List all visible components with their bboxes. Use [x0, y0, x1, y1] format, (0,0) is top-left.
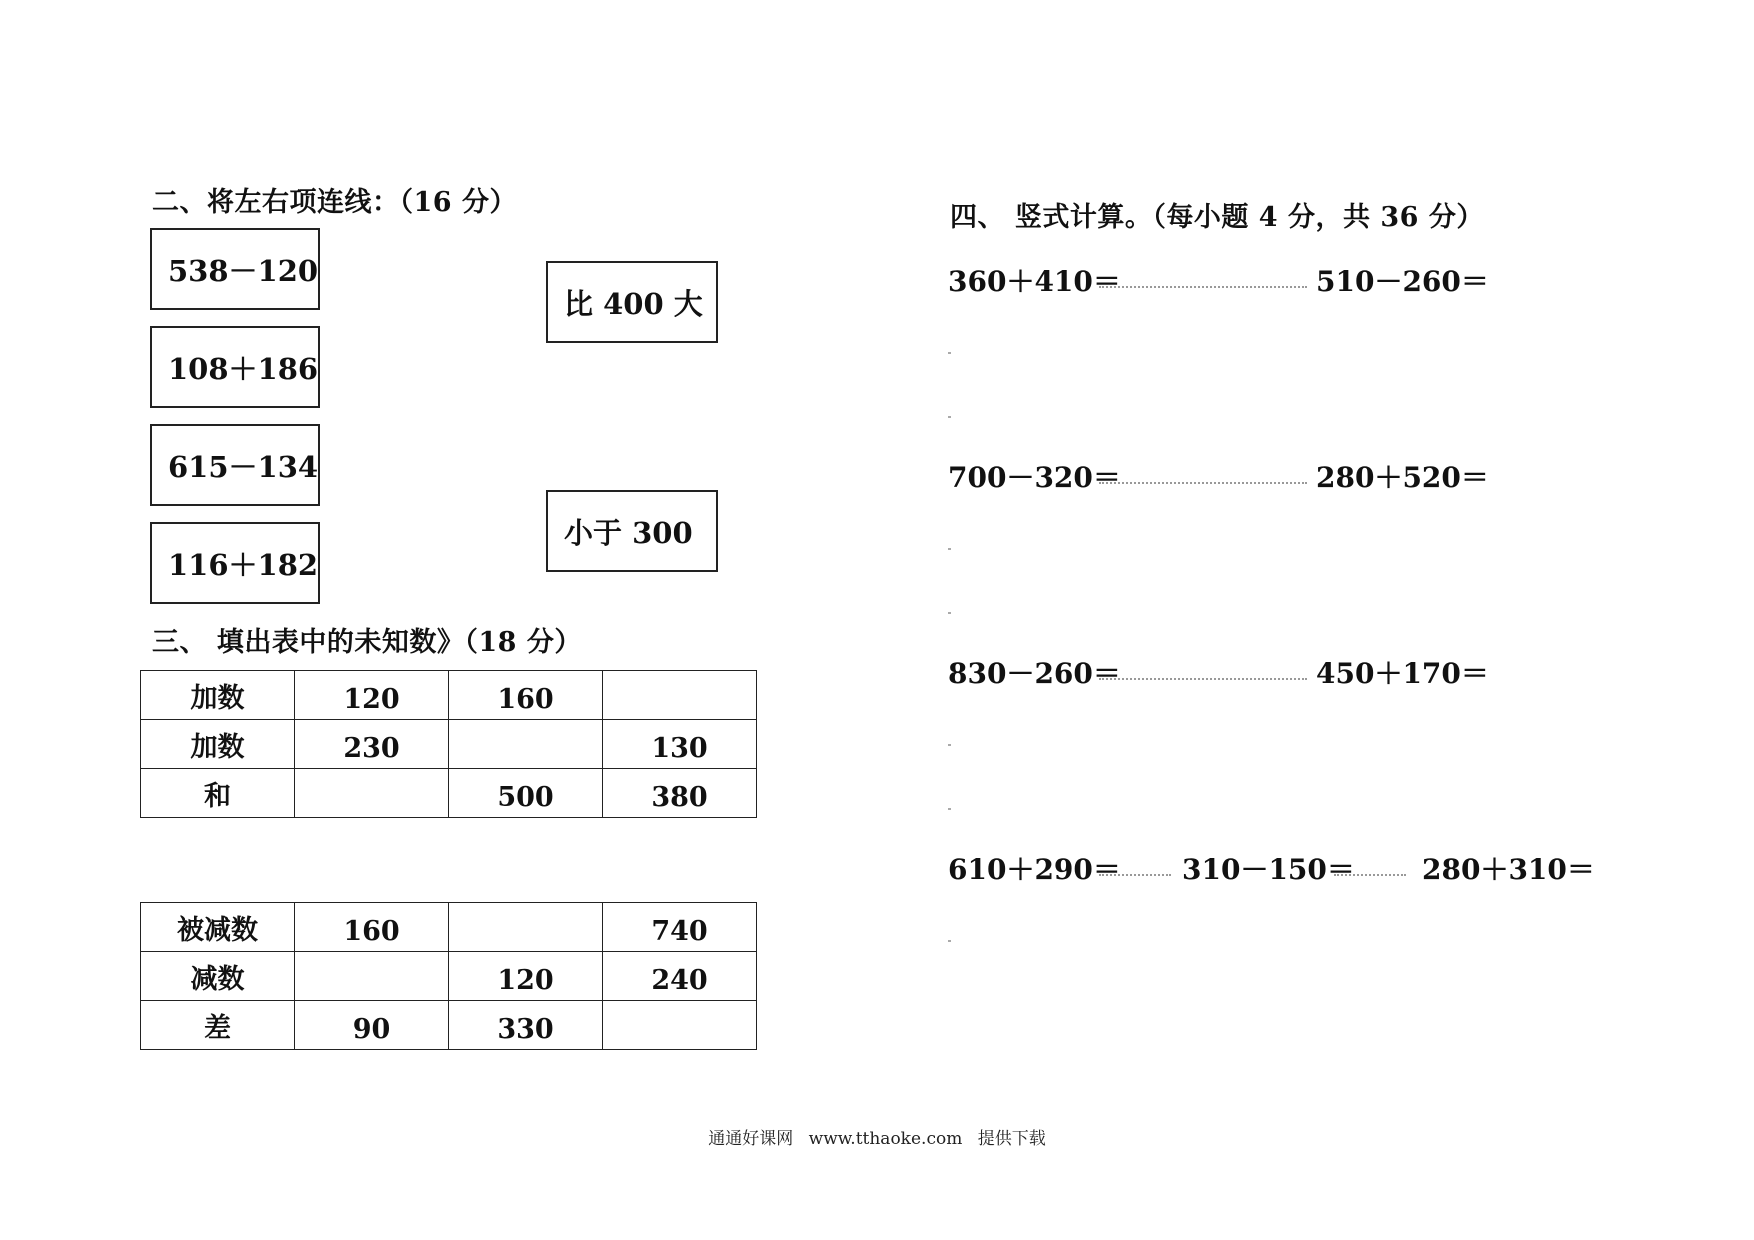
table-cell[interactable]: 330 [449, 1001, 603, 1050]
section2-heading: 二、将左右项连线：（16 分） [152, 187, 517, 218]
table-cell[interactable]: 120 [295, 671, 449, 720]
calc-problem: 280＋520＝ [1316, 461, 1489, 494]
scan-mark [948, 612, 951, 614]
table-row [141, 769, 757, 818]
table-row [141, 1001, 757, 1050]
calc-problem: 700－320＝ [948, 461, 1121, 494]
table-cell[interactable] [603, 1001, 757, 1050]
row-label: 和 [141, 769, 295, 818]
calc-problem: 510－260＝ [1316, 265, 1489, 298]
table-row [141, 903, 757, 952]
row-label: 加数 [141, 671, 295, 720]
table-cell[interactable] [295, 769, 449, 818]
dotted-line [1099, 482, 1307, 484]
row-label: 减数 [141, 952, 295, 1001]
table-cell[interactable]: 380 [603, 769, 757, 818]
table-cell[interactable]: 120 [449, 952, 603, 1001]
footer-note: 提供下载 [977, 1129, 1046, 1149]
left-match-item[interactable]: 615－134 [150, 424, 320, 506]
calc-problem: 830－260＝ [948, 657, 1121, 690]
footer-site-name: 通通好课网 [708, 1129, 794, 1149]
row-label: 差 [141, 1001, 295, 1050]
table-cell[interactable] [603, 671, 757, 720]
right-match-item[interactable]: 比 400 大 [546, 261, 718, 343]
table-row [141, 720, 757, 769]
dotted-line [1099, 286, 1307, 288]
scan-mark [948, 352, 951, 354]
scan-mark [948, 744, 951, 746]
subtraction-table [140, 902, 757, 1050]
table-row [141, 952, 757, 1001]
dotted-line [1099, 678, 1307, 680]
footer [0, 1124, 1754, 1149]
left-match-item[interactable]: 538－120 [150, 228, 320, 310]
table-cell[interactable]: 90 [295, 1001, 449, 1050]
left-match-item[interactable]: 108＋186 [150, 326, 320, 408]
calc-problem: 280＋310＝ [1422, 853, 1595, 886]
calc-problem: 360＋410＝ [948, 265, 1121, 298]
scan-mark [948, 808, 951, 810]
left-match-item[interactable]: 116＋182 [150, 522, 320, 604]
row-label: 加数 [141, 720, 295, 769]
table-cell[interactable]: 130 [603, 720, 757, 769]
table-cell[interactable] [449, 903, 603, 952]
calc-problem: 450＋170＝ [1316, 657, 1489, 690]
table-cell[interactable]: 160 [449, 671, 603, 720]
table-cell[interactable] [449, 720, 603, 769]
calc-problem: 310－150＝ [1182, 853, 1355, 886]
section3-heading: 三、 填出表中的未知数》（18 分） [152, 627, 582, 658]
table-cell[interactable]: 230 [295, 720, 449, 769]
section4-heading: 四、 竖式计算。（每小题 4 分，共 36 分） [950, 202, 1484, 233]
table-cell[interactable]: 240 [603, 952, 757, 1001]
scan-mark [948, 548, 951, 550]
dotted-line [1099, 874, 1171, 876]
table-cell[interactable]: 160 [295, 903, 449, 952]
table-cell[interactable]: 500 [449, 769, 603, 818]
calc-problem: 610＋290＝ [948, 853, 1121, 886]
row-label: 被减数 [141, 903, 295, 952]
addition-table [140, 670, 757, 818]
scan-mark [948, 416, 951, 418]
table-cell[interactable]: 740 [603, 903, 757, 952]
scan-mark [948, 940, 951, 942]
right-match-item[interactable]: 小于 300 [546, 490, 718, 572]
table-cell[interactable] [295, 952, 449, 1001]
footer-url[interactable]: www.tthaoke.com [808, 1129, 963, 1149]
table-row [141, 671, 757, 720]
dotted-line [1334, 874, 1406, 876]
